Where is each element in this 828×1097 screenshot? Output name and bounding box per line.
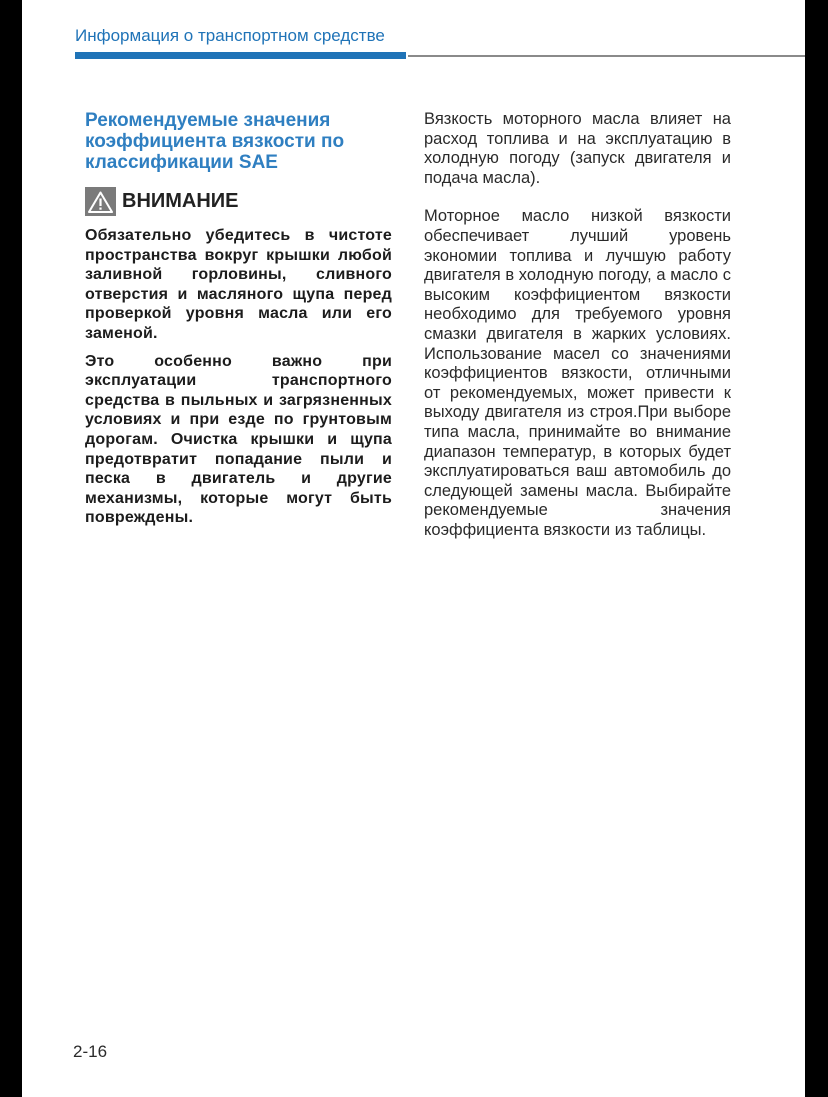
warning-paragraph: Это особенно важно при эксплуатации транспортного средства в пыльных и загрязненных условиях и при езде по грунтовым дорогам. Очистка крышки и щупа предотвратит попадание пыли и песка в двигатель и другие механизмы, которые могут быть повреждены. <box>85 352 392 527</box>
header-accent-bar <box>75 52 406 59</box>
manual-page <box>22 0 805 1097</box>
warning-triangle-icon <box>85 187 116 216</box>
page-header-title: Информация о транспортном средстве <box>75 26 385 45</box>
body-paragraph: Моторное масло низкой вязкости обеспечивает лучший уровень экономии топлива и лучшую работу двигателя в холодную погоду, а масло с высоким коэффициентом вязкости необходимо для требуемого уровня смазки двигателя в жарких условиях. Использование масел со значениями коэффициентов вязкости, отличными от рекомендуемых, может привести к выходу двигателя из строя.При выборе типа масла, принимайте во внимание диапазон температур, в которых будет эксплуатироваться ваш автомобиль до следующей замены масла. Выбирайте рекомендуемые значения коэффициента вязкости из таблицы. <box>424 207 731 539</box>
body-paragraph: Вязкость моторного масла влияет на расход топлива и на эксплуатацию в холодную погоду (запуск двигателя и подача масла). <box>424 110 731 187</box>
warning-header <box>85 187 392 216</box>
section-title: Рекомендуемые значения коэффициента вязкости по классификации SAE <box>85 110 345 173</box>
left-column <box>85 110 392 536</box>
right-column <box>424 110 731 559</box>
warning-label: ВНИМАНИЕ <box>122 190 239 212</box>
header-divider-line <box>408 55 805 57</box>
page-number: 2-16 <box>73 1042 108 1061</box>
warning-paragraph: Обязательно убедитесь в чистоте пространства вокруг крышки любой заливной горловины, сливного отверстия и масляного щупа перед проверкой уровня масла или его заменой. <box>85 227 392 342</box>
